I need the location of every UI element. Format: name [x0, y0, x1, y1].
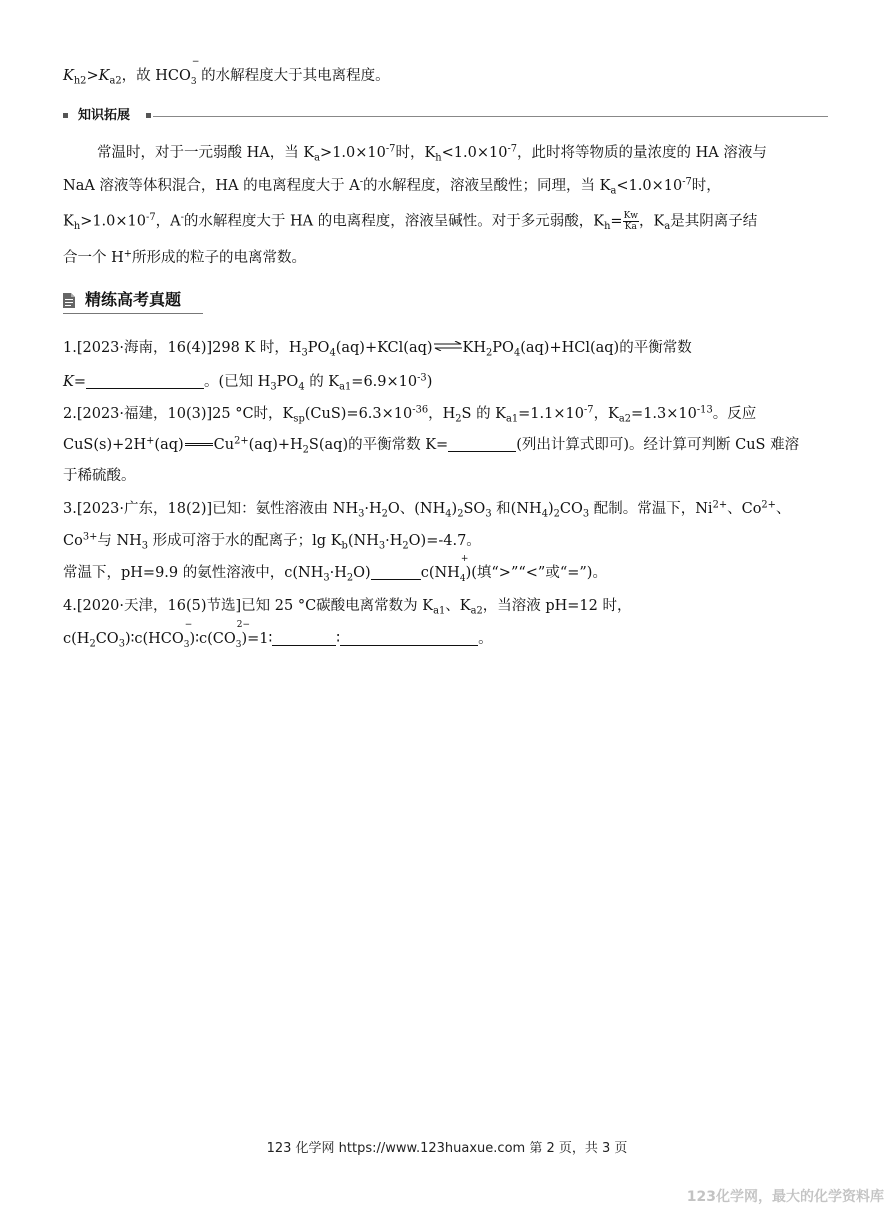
section-title: 精练高考真题 — [85, 290, 182, 309]
answer-blank[interactable] — [371, 565, 421, 580]
question-2-line-3: 于稀硫酸。 — [63, 468, 136, 484]
question-1-line-2: K= 。(已知 $H_3PO_4$ 的 $K_{a1}=6.9\times 10^{-3}$) — [63, 372, 433, 393]
question-2-line-1: 2.[2023·福建，10(3)]25 °C时，$K_{sp}(CuS)=6.3\times 10^{-36}$，$H_2S$ 的 $K_{a1}=1.1\times 10^{-7}$，$K_{a2}=1.3\times 10^{-13}$。反应 — [63, 404, 757, 425]
question-3-line-2: $Co^{3+}$与 $NH_3$ 形成可溶于水的配离子；$\lg K_b(NH_3\cdot H_2O)=-4.7$。 — [63, 531, 481, 552]
fraction: $\frac{Kw}{Ka}$ — [623, 211, 639, 232]
page-footer: 123 化学网 https://www.123huaxue.com 第 2 页，共 3 页 — [266, 1141, 628, 1156]
extension-label: 知识拓展 — [78, 108, 131, 123]
extension-header — [63, 106, 828, 126]
section-heading — [63, 289, 203, 314]
divider — [153, 116, 828, 117]
answer-blank[interactable] — [86, 374, 204, 389]
equilibrium-arrow-icon — [433, 341, 463, 351]
watermark: 123化学网，最大的化学资料库 — [686, 1189, 884, 1205]
extension-paragraph-line: 常温时，对于一元弱酸 HA，当 $K_a>1.0\times 10^{-7}$时，$K_h<1.0\times 10^{-7}$，此时将等物质的量浓度的 HA 溶液与 — [97, 143, 767, 164]
question-3-line-1: 3.[2023·广东，18(2)]已知：氨性溶液由 $NH_3\cdot H_2O$、$(NH_4)_2SO_3$ 和$(NH_4)_2CO_3$ 配制。常温下，$Ni^{2+}$、$Co^{2+}$、 — [63, 499, 791, 520]
question-4-line-1: 4.[2020·天津，16(5)节选]已知 25 °C碳酸电离常数为 $K_{a1}$、$K_{a2}$，当溶液 pH=12 时， — [63, 598, 632, 617]
answer-blank[interactable] — [448, 437, 516, 452]
answer-blank[interactable] — [340, 631, 478, 646]
question-4-line-2: $c(H_2CO_3)∶c(HCO$ − $_3$)∶c(CO 2− $_3$)=1∶ ∶ 。 — [63, 620, 493, 650]
extension-paragraph-line: 合一个 H+所形成的粒子的电离常数。 — [63, 248, 307, 266]
bullet-square-icon — [146, 113, 151, 118]
continuation-line: $K_{h2}>K_{a2}$，故 HCO − $_3$ 的水解程度大于其电离程度。 — [63, 57, 390, 87]
bullet-square-icon — [63, 113, 68, 118]
equals-sign-icon — [185, 443, 213, 446]
extension-paragraph-line: NaA 溶液等体积混合，HA 的电离程度大于 A-的水解程度，溶液呈酸性；同理，当 $K_a<1.0\times 10^{-7}$时， — [63, 176, 721, 197]
extension-paragraph-line: $K_h>1.0\times 10^{-7}$，A-的水解程度大于 HA 的电离程度，溶液呈碱性。对于多元弱酸，$K_h=$ $\frac{Kw}{Ka}$ ，$K_a$是其阴离子结 — [63, 211, 758, 232]
answer-blank[interactable] — [272, 631, 336, 646]
document-icon — [63, 293, 75, 308]
question-2-line-2: CuS(s)+2H+(aq) $Cu^{2+}(aq)+H_2S(aq)$的平衡常数 K= (列出计算式即可)。经计算可判断 CuS 难溶 — [63, 435, 800, 456]
question-1-line-1: 1.[2023·海南，16(4)]298 K 时，$H_3PO_4(aq)+KCl(aq)$ $KH_2PO_4(aq)+HCl(aq)$的平衡常数 — [63, 340, 692, 359]
question-3-line-3: 常温下，pH=9.9 的氨性溶液中，$c(NH_3\cdot H_2O)$ c(NH + $_4$)(填“>”“<”或“=”)。 — [63, 554, 607, 584]
